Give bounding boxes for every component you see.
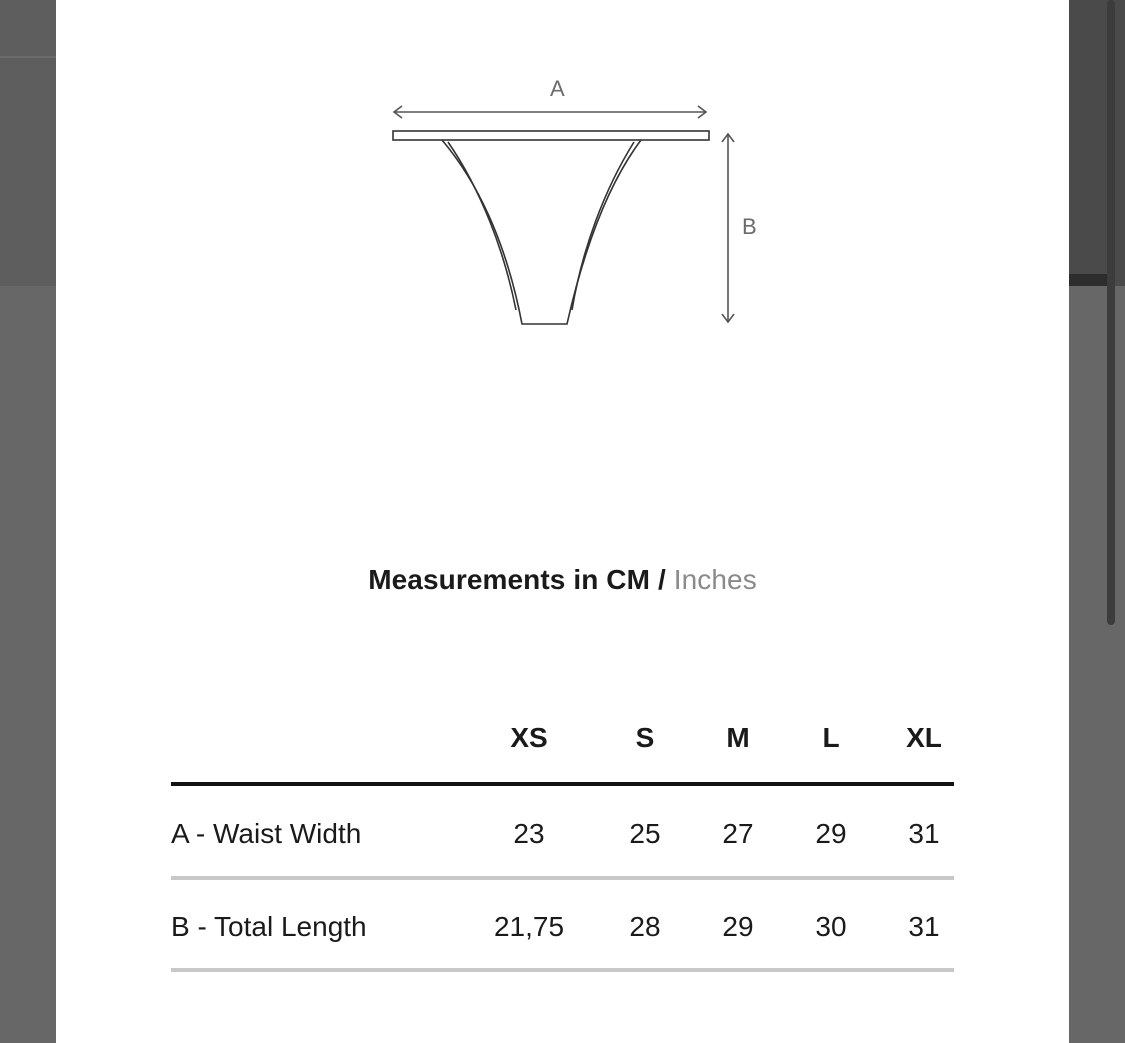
table-row-waist-width [171, 814, 954, 874]
bikini-bottom-illustration [386, 70, 786, 340]
backdrop-left [0, 0, 56, 1043]
waistband-shape [393, 131, 709, 140]
table-cell: 21,75 [493, 911, 565, 942]
row-label-waist-width: A - Waist Width [171, 818, 362, 849]
table-cell: 23 [513, 818, 545, 849]
table-cell: 31 [908, 818, 940, 849]
backdrop-left-band [0, 0, 56, 286]
row-divider [171, 968, 954, 972]
measurements-heading [56, 564, 1069, 596]
dimension-b-arrow [722, 134, 734, 322]
garment-body-shape [442, 140, 641, 324]
table-cell: 27 [722, 818, 754, 849]
dimension-a-arrow [394, 106, 706, 118]
header-divider [171, 782, 954, 786]
unit-separator: / [650, 564, 674, 595]
dimension-a-label: A [550, 76, 565, 101]
dimension-b-label: B [742, 214, 757, 239]
size-header-xs: XS [510, 722, 548, 753]
backdrop-left-divider [0, 56, 56, 58]
size-header-m: M [726, 722, 750, 753]
table-cell: 30 [815, 911, 847, 942]
table-cell: 31 [908, 911, 940, 942]
size-header-l: L [822, 722, 840, 753]
size-header-s: S [635, 722, 655, 753]
scrollbar-thumb[interactable] [1107, 0, 1115, 625]
row-divider [171, 876, 954, 880]
table-cell: 28 [629, 911, 661, 942]
row-label-total-length: B - Total Length [171, 911, 367, 942]
unit-cm-label[interactable]: Measurements in CM [368, 564, 651, 595]
backdrop-right-band [1069, 0, 1125, 286]
garment-diagram [386, 70, 786, 340]
table-row-total-length [171, 907, 954, 967]
size-chart-table [171, 718, 954, 942]
table-cell: 29 [815, 818, 847, 849]
table-cell: 25 [629, 818, 661, 849]
unit-inches-toggle[interactable]: Inches [673, 564, 757, 595]
table-cell: 29 [722, 911, 754, 942]
size-header-xl: XL [906, 722, 942, 753]
size-header-row [171, 718, 954, 778]
size-guide-panel [56, 0, 1069, 1043]
backdrop-right [1069, 0, 1125, 1043]
